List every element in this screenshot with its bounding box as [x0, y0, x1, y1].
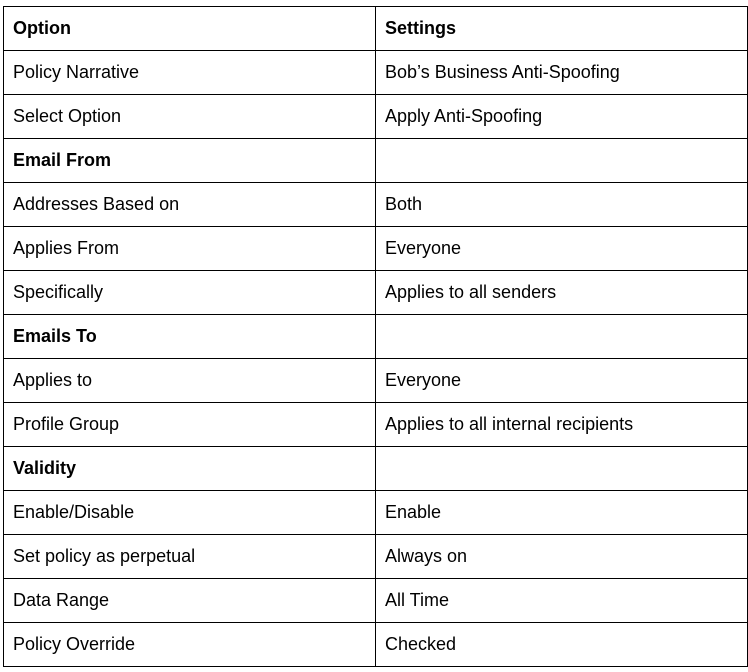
table-row	[4, 359, 748, 403]
option-cell: Set policy as perpetual	[4, 535, 376, 579]
setting-cell	[376, 315, 748, 359]
option-cell: Applies to	[4, 359, 376, 403]
table-row	[4, 623, 748, 667]
setting-cell: Applies to all internal recipients	[376, 403, 748, 447]
option-cell: Addresses Based on	[4, 183, 376, 227]
option-cell: Data Range	[4, 579, 376, 623]
setting-cell	[376, 139, 748, 183]
table-row	[4, 403, 748, 447]
section-heading: Emails To	[4, 315, 376, 359]
table-row	[4, 51, 748, 95]
option-column-header: Option	[4, 7, 376, 51]
table-row	[4, 579, 748, 623]
table-row	[4, 535, 748, 579]
setting-cell: Enable	[376, 491, 748, 535]
setting-cell: Bob’s Business Anti-Spoofing	[376, 51, 748, 95]
table-row	[4, 95, 748, 139]
option-cell: Enable/Disable	[4, 491, 376, 535]
section-heading: Email From	[4, 139, 376, 183]
option-cell: Specifically	[4, 271, 376, 315]
settings-column-header: Settings	[376, 7, 748, 51]
option-cell: Applies From	[4, 227, 376, 271]
option-cell: Policy Narrative	[4, 51, 376, 95]
setting-cell: Everyone	[376, 227, 748, 271]
setting-cell	[376, 447, 748, 491]
table-row	[4, 183, 748, 227]
header-row	[4, 7, 748, 51]
table-row	[4, 271, 748, 315]
setting-cell: Applies to all senders	[376, 271, 748, 315]
option-cell: Policy Override	[4, 623, 376, 667]
section-heading: Validity	[4, 447, 376, 491]
setting-cell: Checked	[376, 623, 748, 667]
setting-cell: All Time	[376, 579, 748, 623]
policy-settings-table	[3, 6, 748, 667]
setting-cell: Always on	[376, 535, 748, 579]
section-row-emails-to	[4, 315, 748, 359]
setting-cell: Apply Anti-Spoofing	[376, 95, 748, 139]
setting-cell: Both	[376, 183, 748, 227]
table-row	[4, 491, 748, 535]
section-row-validity	[4, 447, 748, 491]
setting-cell: Everyone	[376, 359, 748, 403]
table-row	[4, 227, 748, 271]
option-cell: Profile Group	[4, 403, 376, 447]
section-row-email-from	[4, 139, 748, 183]
option-cell: Select Option	[4, 95, 376, 139]
